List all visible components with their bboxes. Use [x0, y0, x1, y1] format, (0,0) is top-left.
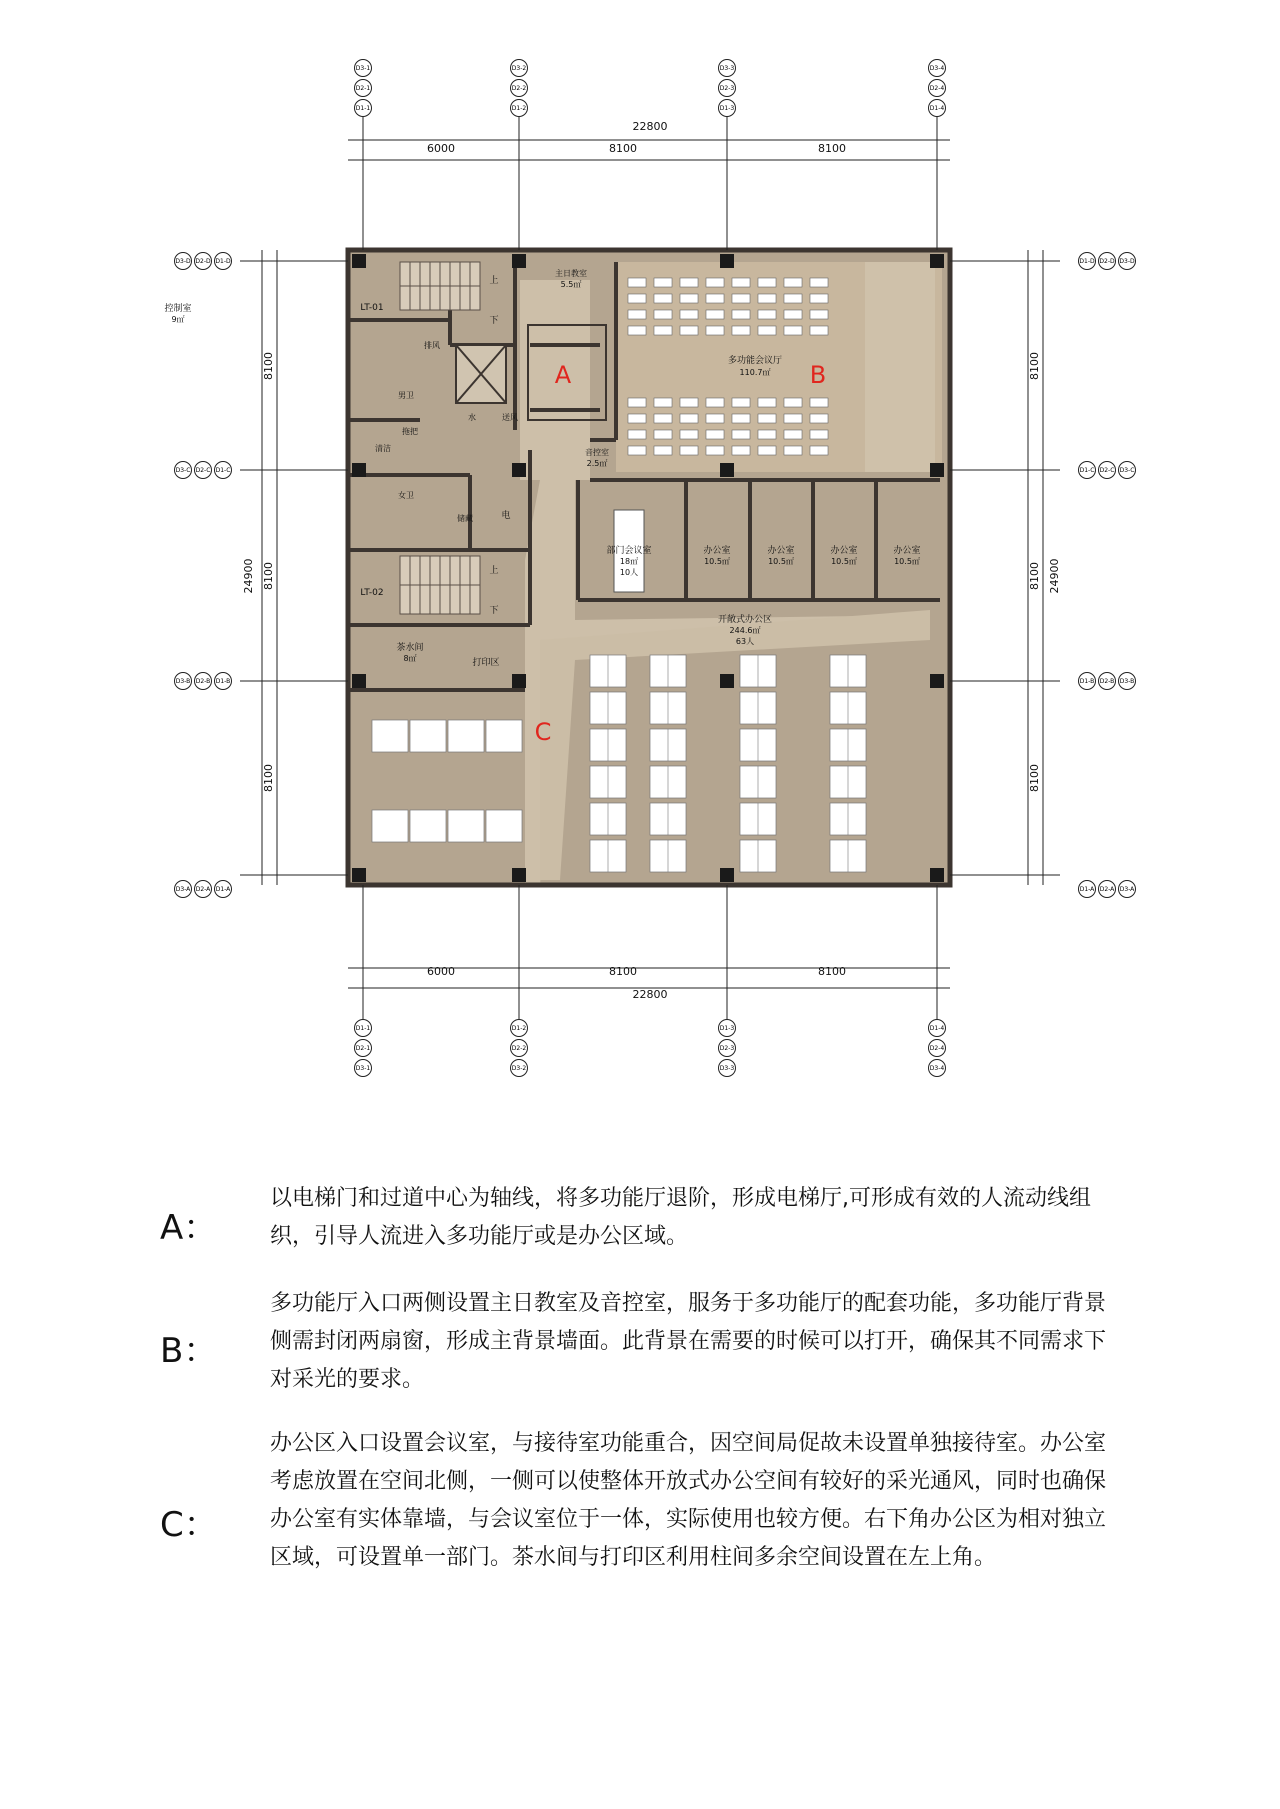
- note-b-key: B：: [160, 1331, 218, 1371]
- hall-seat: [784, 414, 802, 423]
- axis-bubble-label: D2-1: [355, 1045, 371, 1052]
- hall-seat: [654, 430, 672, 439]
- axis-bubble-label: D1-B: [1079, 678, 1095, 685]
- men-wc-label: 男卫: [398, 391, 414, 400]
- axis-bubble-label: D2-3: [719, 85, 735, 92]
- stair-lt02: [400, 556, 480, 614]
- hall-seat: [732, 414, 750, 423]
- hall-seat: [732, 310, 750, 319]
- hall-seat: [758, 430, 776, 439]
- axis-bubble-label: D2-C: [1099, 467, 1115, 474]
- hall-seat: [810, 326, 828, 335]
- women-wc-label: 女卫: [398, 491, 414, 500]
- dim-left-span-2: 8100: [262, 562, 275, 590]
- dim-left-span-1: 8100: [262, 352, 275, 380]
- hall-seat: [654, 446, 672, 455]
- axis-bubble-label: D2-B: [195, 678, 211, 685]
- stair-up-1: 上: [489, 276, 499, 286]
- hall-seat: [732, 326, 750, 335]
- axis-bubble-label: D1-2: [511, 1025, 527, 1032]
- stair-down-2: 下: [489, 606, 499, 616]
- hall-seat: [680, 294, 698, 303]
- axis-bubble-label: D3-D: [175, 258, 191, 265]
- hall-seat: [654, 310, 672, 319]
- lt02-label: LT-02: [360, 588, 384, 598]
- zone-b-marker: B: [809, 361, 827, 389]
- office-desk: [372, 720, 408, 752]
- hall-seat: [628, 446, 646, 455]
- axis-bubble-label: D2-2: [511, 85, 527, 92]
- hall-seat: [784, 430, 802, 439]
- hall-seat: [706, 294, 724, 303]
- note-b-text: 多功能厅入口两侧设置主日教室及音控室，服务于多功能厅的配套功能，多功能厅背景侧需封闭两扇窗，形成主背景墙面。此背景在需要的时候可以打开，确保其不同需求下对采光的要求。: [270, 1291, 1107, 1392]
- multi-hall-name: 多功能会议厅: [727, 356, 783, 366]
- mop-label: 拖把: [402, 427, 418, 436]
- hall-seat: [758, 446, 776, 455]
- dept-meeting-people: 10人: [619, 568, 639, 577]
- dim-right-span-2: 8100: [1028, 562, 1041, 590]
- office-desk: [448, 810, 484, 842]
- office2-name: 办公室: [767, 546, 795, 556]
- axis-bubble-label: D1-4: [929, 1025, 945, 1032]
- axis-bubble-label: D1-A: [215, 886, 231, 893]
- office4-name: 办公室: [893, 546, 921, 556]
- note-c-text: 办公区入口设置会议室，与接待室功能重合，因空间局促故未设置单独接待室。办公室考虑放置在空间北侧，一侧可以使整体开放式办公空间有较好的采光通风，同时也确保办公室有实体靠墙，与会议室位于一体，实际使用也较方便。右下角办公区为相对独立区域，可设置单一部门。茶水间与打印区利用柱间多余空间设置在左上角。: [270, 1431, 1107, 1570]
- note-a-text: 以电梯门和过道中心为轴线，将多功能厅退阶，形成电梯厅,可形成有效的人流动线组织，引导人流进入多功能厅或是办公区域。: [270, 1186, 1091, 1249]
- hall-seat: [706, 278, 724, 287]
- control-room-area: 9㎡: [171, 315, 185, 324]
- hall-seat: [680, 278, 698, 287]
- office-desk: [410, 810, 446, 842]
- theme-classroom-name: 主日教室: [555, 269, 587, 278]
- axis-bubble-label: D2-D: [1099, 258, 1115, 265]
- dept-meeting-name: 部门会议室: [606, 546, 652, 556]
- hall-seat: [680, 414, 698, 423]
- hall-seat: [732, 278, 750, 287]
- hall-seat: [680, 430, 698, 439]
- axis-bubble-label: D3-2: [511, 65, 527, 72]
- hall-seat: [706, 398, 724, 407]
- dim-right-span-3: 8100: [1028, 764, 1041, 792]
- hall-seat: [784, 294, 802, 303]
- hall-seat: [706, 446, 724, 455]
- hall-seat: [706, 430, 724, 439]
- note-a-key: A：: [160, 1208, 218, 1248]
- hall-seat: [758, 294, 776, 303]
- stair-lt01: [400, 262, 480, 310]
- hall-seat: [628, 430, 646, 439]
- axis-bubble-label: D3-3: [719, 1065, 735, 1072]
- hall-seat: [810, 414, 828, 423]
- dim-bottom-span-1: 6000: [427, 965, 455, 978]
- hall-seat: [706, 326, 724, 335]
- office1-name: 办公室: [703, 546, 731, 556]
- office-desk: [486, 810, 522, 842]
- axis-bubble-label: D1-1: [355, 105, 371, 112]
- axis-bubble-label: D3-A: [1119, 886, 1135, 893]
- hall-seat: [732, 294, 750, 303]
- hall-seat: [628, 294, 646, 303]
- open-office-people: 63人: [735, 637, 755, 646]
- hall-seat: [680, 398, 698, 407]
- note-c-key: C：: [160, 1505, 218, 1545]
- elec-label: 电: [501, 511, 511, 521]
- hall-seat: [706, 310, 724, 319]
- office2-area: 10.5㎡: [768, 557, 794, 566]
- axis-bubble-label: D3-B: [175, 678, 191, 685]
- theme-classroom-area: 5.5㎡: [560, 280, 582, 289]
- axis-bubble-label: D3-3: [719, 65, 735, 72]
- axis-bubble-label: D1-3: [719, 1025, 735, 1032]
- hall-seat: [680, 326, 698, 335]
- axis-bubble-label: D3-B: [1119, 678, 1135, 685]
- exhaust-label: 排风: [424, 341, 440, 350]
- multi-hall-stage: [865, 262, 935, 472]
- axis-bubble-label: D3-C: [175, 467, 191, 474]
- axis-bubble-label: D3-A: [175, 886, 191, 893]
- axis-bubble-label: D2-3: [719, 1045, 735, 1052]
- multi-hall-area: 110.7㎡: [739, 368, 771, 377]
- stair-down-1: 下: [489, 316, 499, 326]
- cleaning-label: 清洁: [375, 444, 391, 453]
- office-desk: [448, 720, 484, 752]
- axis-bubble-label: D2-D: [195, 258, 211, 265]
- hall-seat: [628, 398, 646, 407]
- axis-bubble-label: D1-2: [511, 105, 527, 112]
- office-desk: [410, 720, 446, 752]
- hall-seat: [654, 398, 672, 407]
- axis-bubble-label: D3-D: [1119, 258, 1135, 265]
- hall-seat: [784, 278, 802, 287]
- hall-seat: [810, 398, 828, 407]
- axis-bubble-label: D2-B: [1099, 678, 1115, 685]
- tea-room-name: 茶水间: [396, 643, 424, 653]
- sound-control-area: 2.5㎡: [586, 459, 608, 468]
- zone-a-marker: A: [554, 361, 572, 389]
- axis-bubble-label: D2-A: [195, 886, 211, 893]
- dim-bottom-span-2: 8100: [609, 965, 637, 978]
- axis-bubble-label: D2-1: [355, 85, 371, 92]
- hall-seat: [654, 326, 672, 335]
- dim-left-span-3: 8100: [262, 764, 275, 792]
- axis-bubble-label: D2-2: [511, 1045, 527, 1052]
- dim-right-total: 24900: [1048, 558, 1061, 594]
- axis-bubble-label: D2-4: [929, 1045, 945, 1052]
- dim-bottom-total: 22800: [632, 988, 668, 1001]
- axis-bubble-label: D1-3: [719, 105, 735, 112]
- axis-bubble-label: D1-D: [215, 258, 231, 265]
- axis-bubble-label: D3-1: [355, 1065, 371, 1072]
- hall-seat: [810, 294, 828, 303]
- axis-bubble-label: D3-4: [929, 65, 945, 72]
- hall-seat: [784, 398, 802, 407]
- office3-name: 办公室: [830, 546, 858, 556]
- hall-seat: [654, 278, 672, 287]
- axis-bubble-label: D1-B: [215, 678, 231, 685]
- control-room-name: 控制室: [164, 304, 192, 314]
- stair-up-2: 上: [489, 566, 499, 576]
- axis-bubble-label: D1-1: [355, 1025, 371, 1032]
- hall-seat: [680, 446, 698, 455]
- office4-area: 10.5㎡: [894, 557, 920, 566]
- open-office-name: 开敞式办公区: [717, 615, 773, 625]
- office-desk: [372, 810, 408, 842]
- supply-label: 送风: [502, 413, 518, 422]
- office3-area: 10.5㎡: [831, 557, 857, 566]
- office1-area: 10.5㎡: [704, 557, 730, 566]
- dim-top-total: 22800: [632, 120, 668, 133]
- water-label: 水: [468, 413, 476, 422]
- hall-seat: [810, 278, 828, 287]
- hall-seat: [784, 310, 802, 319]
- hall-seat: [628, 414, 646, 423]
- hall-seat: [628, 326, 646, 335]
- hall-seat: [732, 446, 750, 455]
- axis-bubble-label: D3-C: [1119, 467, 1135, 474]
- dim-right-span-1: 8100: [1028, 352, 1041, 380]
- tea-room-area: 8㎡: [403, 654, 417, 663]
- axis-bubble-label: D1-A: [1079, 886, 1095, 893]
- dim-top-span-3: 8100: [818, 142, 846, 155]
- dim-top-span-2: 8100: [609, 142, 637, 155]
- hall-seat: [784, 326, 802, 335]
- hall-seat: [758, 414, 776, 423]
- axis-bubble-label: D3-2: [511, 1065, 527, 1072]
- hall-seat: [628, 278, 646, 287]
- sound-control-name: 音控室: [585, 448, 609, 457]
- axis-bubble-label: D1-C: [215, 467, 231, 474]
- hall-seat: [810, 430, 828, 439]
- hall-seat: [810, 310, 828, 319]
- axis-bubble-label: D3-1: [355, 65, 371, 72]
- axis-bubble-label: D2-A: [1099, 886, 1115, 893]
- office-desk: [486, 720, 522, 752]
- axis-bubble-label: D1-4: [929, 105, 945, 112]
- axis-bubble-label: D3-4: [929, 1065, 945, 1072]
- dim-top-span-1: 6000: [427, 142, 455, 155]
- axis-bubble-label: D1-D: [1079, 258, 1095, 265]
- dim-bottom-span-3: 8100: [818, 965, 846, 978]
- hall-seat: [758, 326, 776, 335]
- hall-seat: [758, 310, 776, 319]
- axis-bubble-label: D2-4: [929, 85, 945, 92]
- hall-seat: [654, 294, 672, 303]
- storage-label: 储藏: [457, 514, 473, 523]
- axis-bubble-label: D2-C: [195, 467, 211, 474]
- axis-bubble-label: D1-C: [1079, 467, 1095, 474]
- hall-seat: [680, 310, 698, 319]
- hall-seat: [758, 398, 776, 407]
- hall-seat: [628, 310, 646, 319]
- dept-meeting-area: 18㎡: [619, 557, 639, 566]
- hall-seat: [758, 278, 776, 287]
- open-office-area: 244.6㎡: [729, 626, 761, 635]
- hall-seat: [732, 430, 750, 439]
- zone-c-marker: C: [534, 718, 552, 746]
- dim-left-total: 24900: [242, 558, 255, 594]
- hall-seat: [732, 398, 750, 407]
- lt01-label: LT-01: [360, 303, 384, 313]
- hall-seat: [810, 446, 828, 455]
- hall-seat: [784, 446, 802, 455]
- print-area-label: 打印区: [472, 658, 500, 668]
- hall-seat: [654, 414, 672, 423]
- hall-seat: [706, 414, 724, 423]
